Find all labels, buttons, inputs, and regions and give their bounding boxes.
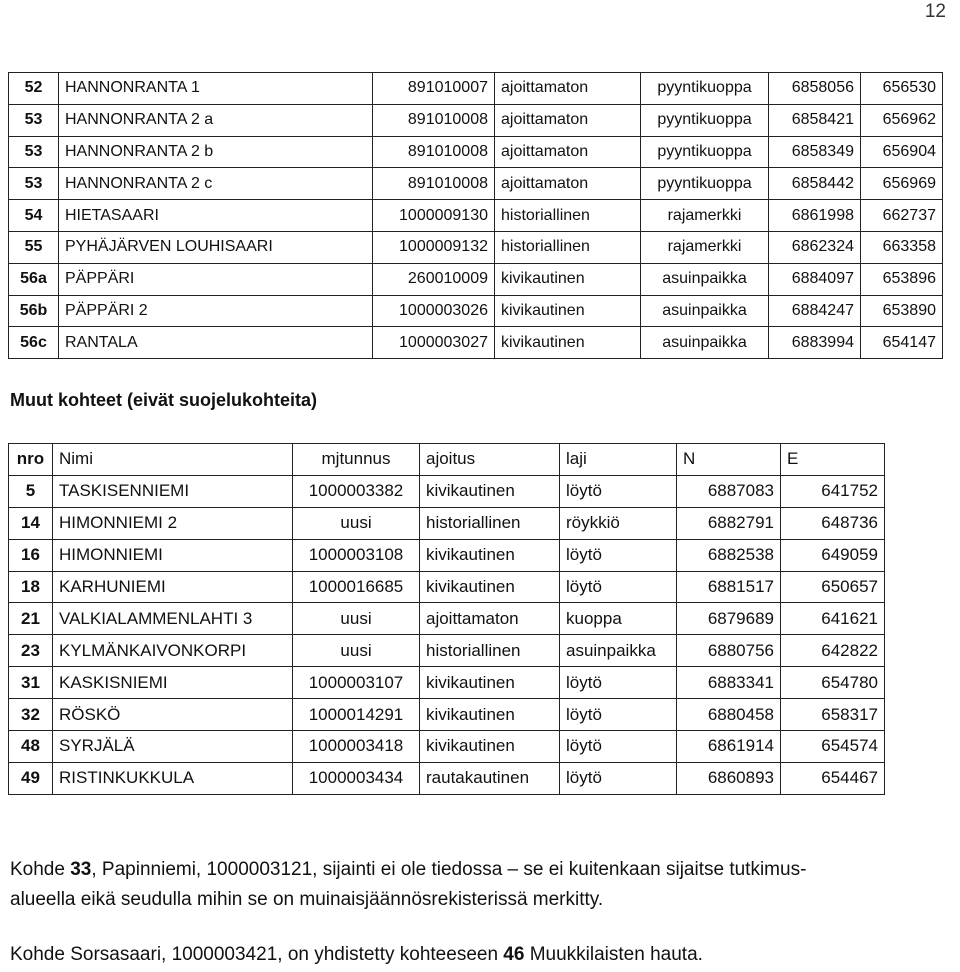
- cell-e: 649059: [781, 539, 885, 571]
- cell-e: 663358: [861, 231, 943, 263]
- cell-laji: pyyntikuoppa: [641, 104, 769, 136]
- header-e: E: [781, 444, 885, 476]
- cell-laji: asuinpaikka: [641, 295, 769, 327]
- header-nro: nro: [9, 444, 53, 476]
- cell-ajoitus: kivikautinen: [420, 731, 560, 763]
- cell-name: HANNONRANTA 2 c: [59, 168, 373, 200]
- cell-nro: 23: [9, 635, 53, 667]
- cell-name: PYHÄJÄRVEN LOUHISAARI: [59, 231, 373, 263]
- table-row: [9, 73, 943, 105]
- cell-mjtunnus: 891010007: [373, 73, 495, 105]
- cell-laji: löytö: [560, 762, 677, 794]
- table-row: [9, 762, 885, 794]
- table-row: [9, 327, 943, 359]
- cell-mjtunnus: 1000003026: [373, 295, 495, 327]
- cell-n: 6880756: [677, 635, 781, 667]
- cell-e: 650657: [781, 571, 885, 603]
- cell-nro: 16: [9, 539, 53, 571]
- cell-e: 656969: [861, 168, 943, 200]
- cell-name: PÄPPÄRI 2: [59, 295, 373, 327]
- cell-nro: 52: [9, 73, 59, 105]
- note1-pre: Kohde: [10, 859, 71, 880]
- cell-e: 656530: [861, 73, 943, 105]
- cell-n: 6862324: [769, 231, 861, 263]
- cell-e: 654574: [781, 731, 885, 763]
- cell-nro: 31: [9, 667, 53, 699]
- cell-mjtunnus: 891010008: [373, 136, 495, 168]
- cell-nro: 5: [9, 475, 53, 507]
- cell-n: 6858056: [769, 73, 861, 105]
- cell-n: 6879689: [677, 603, 781, 635]
- cell-nro: 32: [9, 699, 53, 731]
- cell-mjtunnus: 891010008: [373, 168, 495, 200]
- cell-laji: asuinpaikka: [560, 635, 677, 667]
- cell-nro: 56b: [9, 295, 59, 327]
- cell-e: 656904: [861, 136, 943, 168]
- table-row: [9, 136, 943, 168]
- cell-n: 6884247: [769, 295, 861, 327]
- cell-laji: löytö: [560, 699, 677, 731]
- header-n: N: [677, 444, 781, 476]
- cell-ajoitus: ajoittamaton: [495, 104, 641, 136]
- header-name: Nimi: [53, 444, 293, 476]
- cell-ajoitus: kivikautinen: [495, 327, 641, 359]
- cell-ajoitus: historiallinen: [495, 231, 641, 263]
- cell-n: 6884097: [769, 263, 861, 295]
- other-sites-body: [9, 444, 885, 795]
- cell-mjtunnus: uusi: [293, 603, 420, 635]
- cell-n: 6882791: [677, 507, 781, 539]
- cell-nro: 56c: [9, 327, 59, 359]
- cell-nro: 49: [9, 762, 53, 794]
- note-papinniemi: [10, 855, 950, 915]
- cell-n: 6887083: [677, 475, 781, 507]
- cell-e: 654467: [781, 762, 885, 794]
- cell-laji: löytö: [560, 475, 677, 507]
- cell-name: PÄPPÄRI: [59, 263, 373, 295]
- cell-laji: asuinpaikka: [641, 327, 769, 359]
- cell-nro: 53: [9, 168, 59, 200]
- table-row: [9, 231, 943, 263]
- cell-mjtunnus: 1000003107: [293, 667, 420, 699]
- cell-e: 654780: [781, 667, 885, 699]
- note1-bold: 33: [70, 859, 92, 880]
- cell-name: RÖSKÖ: [53, 699, 293, 731]
- table-header-row: [9, 444, 885, 476]
- cell-n: 6880458: [677, 699, 781, 731]
- cell-mjtunnus: 1000003027: [373, 327, 495, 359]
- cell-name: HIMONNIEMI: [53, 539, 293, 571]
- cell-nro: 53: [9, 136, 59, 168]
- cell-mjtunnus: 1000003418: [293, 731, 420, 763]
- table-row: [9, 200, 943, 232]
- cell-name: HIMONNIEMI 2: [53, 507, 293, 539]
- cell-laji: kuoppa: [560, 603, 677, 635]
- cell-ajoitus: ajoittamaton: [495, 168, 641, 200]
- table-row: [9, 571, 885, 603]
- cell-nro: 55: [9, 231, 59, 263]
- protected-sites-table: [8, 72, 943, 359]
- cell-n: 6861914: [677, 731, 781, 763]
- header-laji: laji: [560, 444, 677, 476]
- cell-n: 6881517: [677, 571, 781, 603]
- note2-bold: 46: [503, 944, 525, 965]
- cell-name: SYRJÄLÄ: [53, 731, 293, 763]
- cell-e: 641752: [781, 475, 885, 507]
- table-row: [9, 295, 943, 327]
- cell-nro: 14: [9, 507, 53, 539]
- table-row: [9, 699, 885, 731]
- cell-mjtunnus: 1000009130: [373, 200, 495, 232]
- cell-name: TASKISENNIEMI: [53, 475, 293, 507]
- cell-ajoitus: ajoittamaton: [495, 136, 641, 168]
- table-row: [9, 667, 885, 699]
- cell-n: 6882538: [677, 539, 781, 571]
- cell-n: 6858421: [769, 104, 861, 136]
- cell-name: KASKISNIEMI: [53, 667, 293, 699]
- cell-laji: löytö: [560, 571, 677, 603]
- cell-ajoitus: historiallinen: [420, 635, 560, 667]
- cell-n: 6861998: [769, 200, 861, 232]
- cell-name: RANTALA: [59, 327, 373, 359]
- cell-mjtunnus: 1000003108: [293, 539, 420, 571]
- cell-nro: 56a: [9, 263, 59, 295]
- note2-post: Muukkilaisten hauta.: [524, 944, 703, 965]
- cell-nro: 54: [9, 200, 59, 232]
- cell-n: 6860893: [677, 762, 781, 794]
- cell-n: 6858349: [769, 136, 861, 168]
- cell-n: 6883994: [769, 327, 861, 359]
- cell-laji: pyyntikuoppa: [641, 136, 769, 168]
- cell-name: HANNONRANTA 1: [59, 73, 373, 105]
- note-sorsasaari: [10, 940, 950, 970]
- cell-name: HANNONRANTA 2 a: [59, 104, 373, 136]
- note2-pre: Kohde Sorsasaari, 1000003421, on yhdistetty kohteeseen: [10, 944, 504, 965]
- cell-name: KARHUNIEMI: [53, 571, 293, 603]
- header-ajoitus: ajoitus: [420, 444, 560, 476]
- cell-e: 642822: [781, 635, 885, 667]
- cell-ajoitus: ajoittamaton: [420, 603, 560, 635]
- cell-e: 653896: [861, 263, 943, 295]
- cell-ajoitus: kivikautinen: [420, 699, 560, 731]
- cell-mjtunnus: uusi: [293, 507, 420, 539]
- cell-laji: löytö: [560, 667, 677, 699]
- cell-ajoitus: kivikautinen: [420, 475, 560, 507]
- cell-mjtunnus: uusi: [293, 635, 420, 667]
- note1-line2: alueella eikä seudulla mihin se on muinaisjäännösrekisterissä merkitty.: [10, 889, 604, 910]
- cell-ajoitus: kivikautinen: [420, 667, 560, 699]
- table-row: [9, 104, 943, 136]
- cell-name: HANNONRANTA 2 b: [59, 136, 373, 168]
- cell-nro: 18: [9, 571, 53, 603]
- cell-ajoitus: kivikautinen: [495, 295, 641, 327]
- section-heading: Muut kohteet (eivät suojelukohteita): [10, 390, 318, 410]
- cell-mjtunnus: 1000016685: [293, 571, 420, 603]
- cell-mjtunnus: 891010008: [373, 104, 495, 136]
- cell-mjtunnus: 1000009132: [373, 231, 495, 263]
- cell-e: 658317: [781, 699, 885, 731]
- cell-mjtunnus: 260010009: [373, 263, 495, 295]
- cell-laji: pyyntikuoppa: [641, 73, 769, 105]
- cell-laji: löytö: [560, 731, 677, 763]
- cell-ajoitus: kivikautinen: [420, 539, 560, 571]
- table-row: [9, 635, 885, 667]
- cell-e: 648736: [781, 507, 885, 539]
- table-row: [9, 539, 885, 571]
- cell-name: HIETASAARI: [59, 200, 373, 232]
- cell-ajoitus: historiallinen: [420, 507, 560, 539]
- cell-e: 654147: [861, 327, 943, 359]
- table-row: [9, 475, 885, 507]
- page-number: 12: [924, 1, 946, 22]
- cell-ajoitus: historiallinen: [495, 200, 641, 232]
- cell-e: 653890: [861, 295, 943, 327]
- table-row: [9, 507, 885, 539]
- cell-e: 656962: [861, 104, 943, 136]
- other-sites-table: [8, 443, 885, 795]
- table-row: [9, 603, 885, 635]
- cell-n: 6858442: [769, 168, 861, 200]
- cell-laji: pyyntikuoppa: [641, 168, 769, 200]
- note1-post: , Papinniemi, 1000003121, sijainti ei ole tiedossa – se ei kuitenkaan sijaitse tutkimus-: [91, 859, 807, 880]
- cell-name: VALKIALAMMENLAHTI 3: [53, 603, 293, 635]
- cell-mjtunnus: 1000003434: [293, 762, 420, 794]
- cell-e: 641621: [781, 603, 885, 635]
- header-mjtunnus: mjtunnus: [293, 444, 420, 476]
- cell-name: KYLMÄNKAIVONKORPI: [53, 635, 293, 667]
- cell-laji: rajamerkki: [641, 200, 769, 232]
- cell-ajoitus: rautakautinen: [420, 762, 560, 794]
- cell-e: 662737: [861, 200, 943, 232]
- cell-nro: 53: [9, 104, 59, 136]
- cell-n: 6883341: [677, 667, 781, 699]
- cell-mjtunnus: 1000014291: [293, 699, 420, 731]
- cell-laji: löytö: [560, 539, 677, 571]
- cell-nro: 21: [9, 603, 53, 635]
- cell-name: RISTINKUKKULA: [53, 762, 293, 794]
- cell-ajoitus: ajoittamaton: [495, 73, 641, 105]
- cell-laji: asuinpaikka: [641, 263, 769, 295]
- cell-laji: röykkiö: [560, 507, 677, 539]
- table-row: [9, 731, 885, 763]
- cell-mjtunnus: 1000003382: [293, 475, 420, 507]
- cell-ajoitus: kivikautinen: [495, 263, 641, 295]
- cell-laji: rajamerkki: [641, 231, 769, 263]
- table-row: [9, 168, 943, 200]
- protected-sites-body: [9, 73, 943, 359]
- table-row: [9, 263, 943, 295]
- cell-nro: 48: [9, 731, 53, 763]
- cell-ajoitus: kivikautinen: [420, 571, 560, 603]
